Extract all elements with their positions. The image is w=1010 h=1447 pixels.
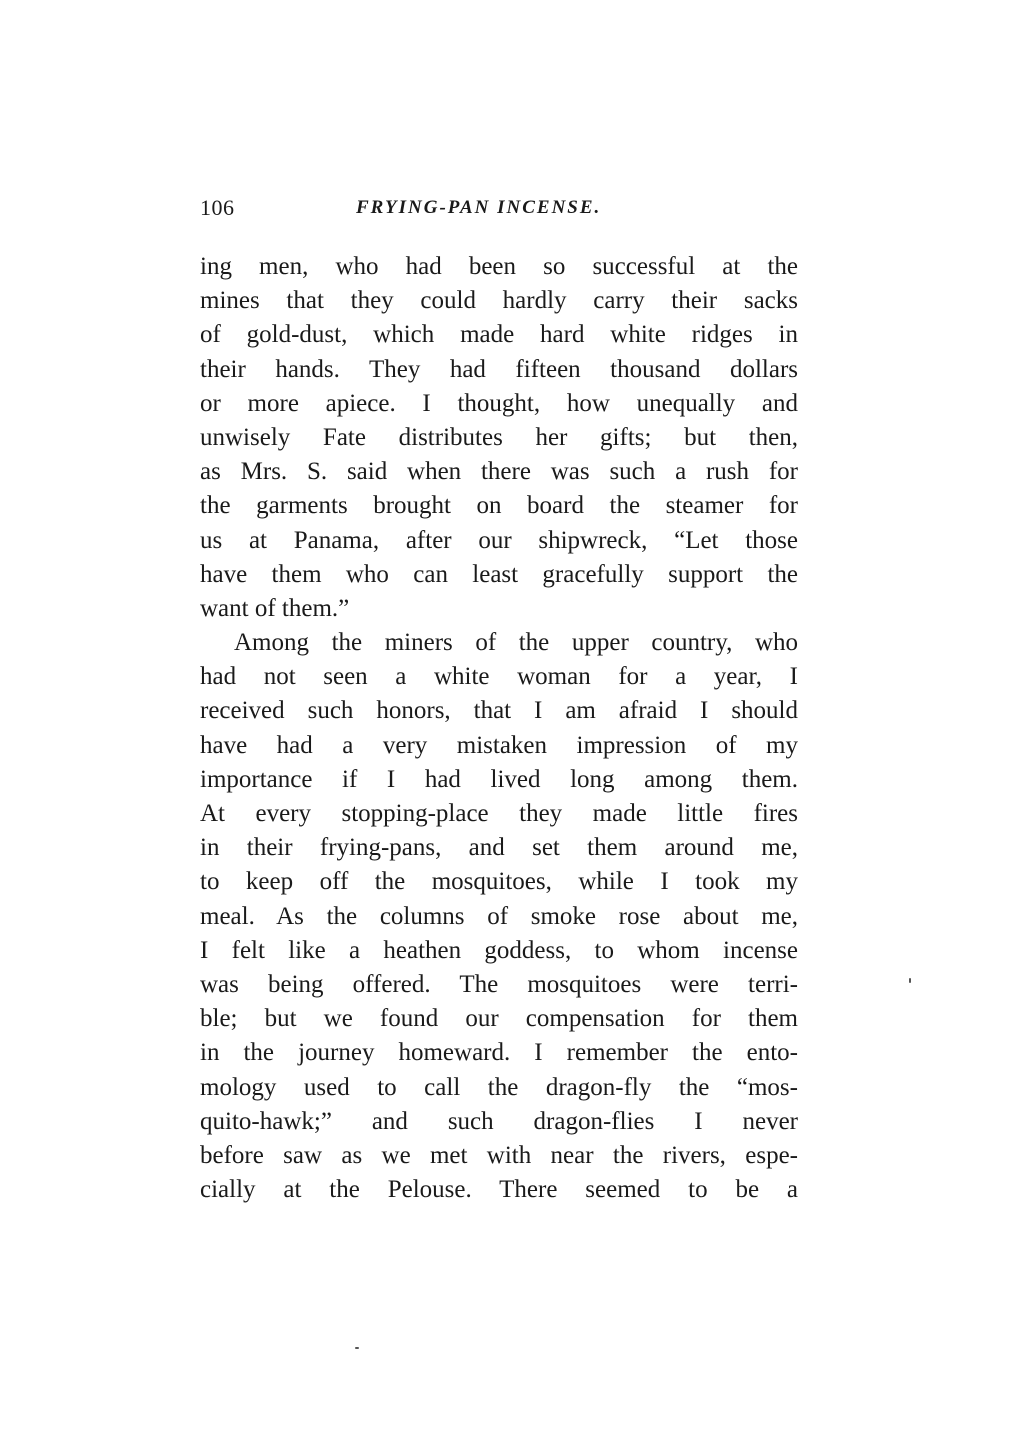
text-line: meal. As the columns of smoke rose about me, [200, 902, 798, 930]
text-line: unwisely Fate distributes her gifts; but then, [200, 423, 798, 451]
text-line: the garments brought on board the steamer for [200, 492, 798, 520]
text-line: in the journey homeward. I remember the ento- [200, 1039, 798, 1067]
text-line: to keep off the mosquitoes, while I took my [200, 868, 798, 896]
text-line: as Mrs. S. said when there was such a rush for [200, 458, 798, 486]
text-line: before saw as we met with near the rivers, espe- [200, 1141, 798, 1169]
text-line: quito-hawk;” and such dragon-flies I never [200, 1107, 798, 1135]
text-line: in their frying-pans, and set them around me, [200, 834, 798, 862]
text-line: cially at the Pelouse. There seemed to be a [200, 1176, 798, 1204]
text-line: have had a very mistaken impression of my [200, 731, 798, 759]
text-line: have them who can least gracefully support the [200, 560, 798, 588]
page-number: 106 [200, 195, 235, 220]
text-line: mines that they could hardly carry their sacks [200, 287, 798, 315]
text-line: mology used to call the dragon-fly the “mos- [200, 1073, 798, 1101]
running-head [200, 194, 800, 224]
text-line: I felt like a heathen goddess, to whom incense [200, 936, 798, 964]
text-line: ble; but we found our compensation for them [200, 1005, 798, 1033]
text-line: their hands. They had fifteen thousand dollars [200, 355, 798, 383]
text-line: us at Panama, after our shipwreck, “Let those [200, 526, 798, 554]
text-line: of gold-dust, which made hard white ridges in [200, 321, 798, 349]
text-line: At every stopping-place they made little fires [200, 800, 798, 827]
text-line: had not seen a white woman for a year, I [200, 663, 798, 691]
text-line: or more apiece. I thought, how unequally and [200, 389, 798, 417]
body-text [200, 250, 798, 1207]
scan-speck [909, 978, 911, 983]
scan-speck [355, 1347, 359, 1349]
running-title: FRYING-PAN INCENSE. [356, 197, 602, 218]
paragraph-end-line: want of them.” [200, 594, 350, 622]
text-line: was being offered. The mosquitoes were terri- [200, 970, 798, 998]
text-line: ing men, who had been so successful at the [200, 253, 798, 280]
text-line: received such honors, that I am afraid I should [200, 697, 798, 725]
paragraph-start-line: Among the miners of the upper country, who [234, 629, 798, 657]
text-line: importance if I had lived long among them. [200, 765, 798, 793]
